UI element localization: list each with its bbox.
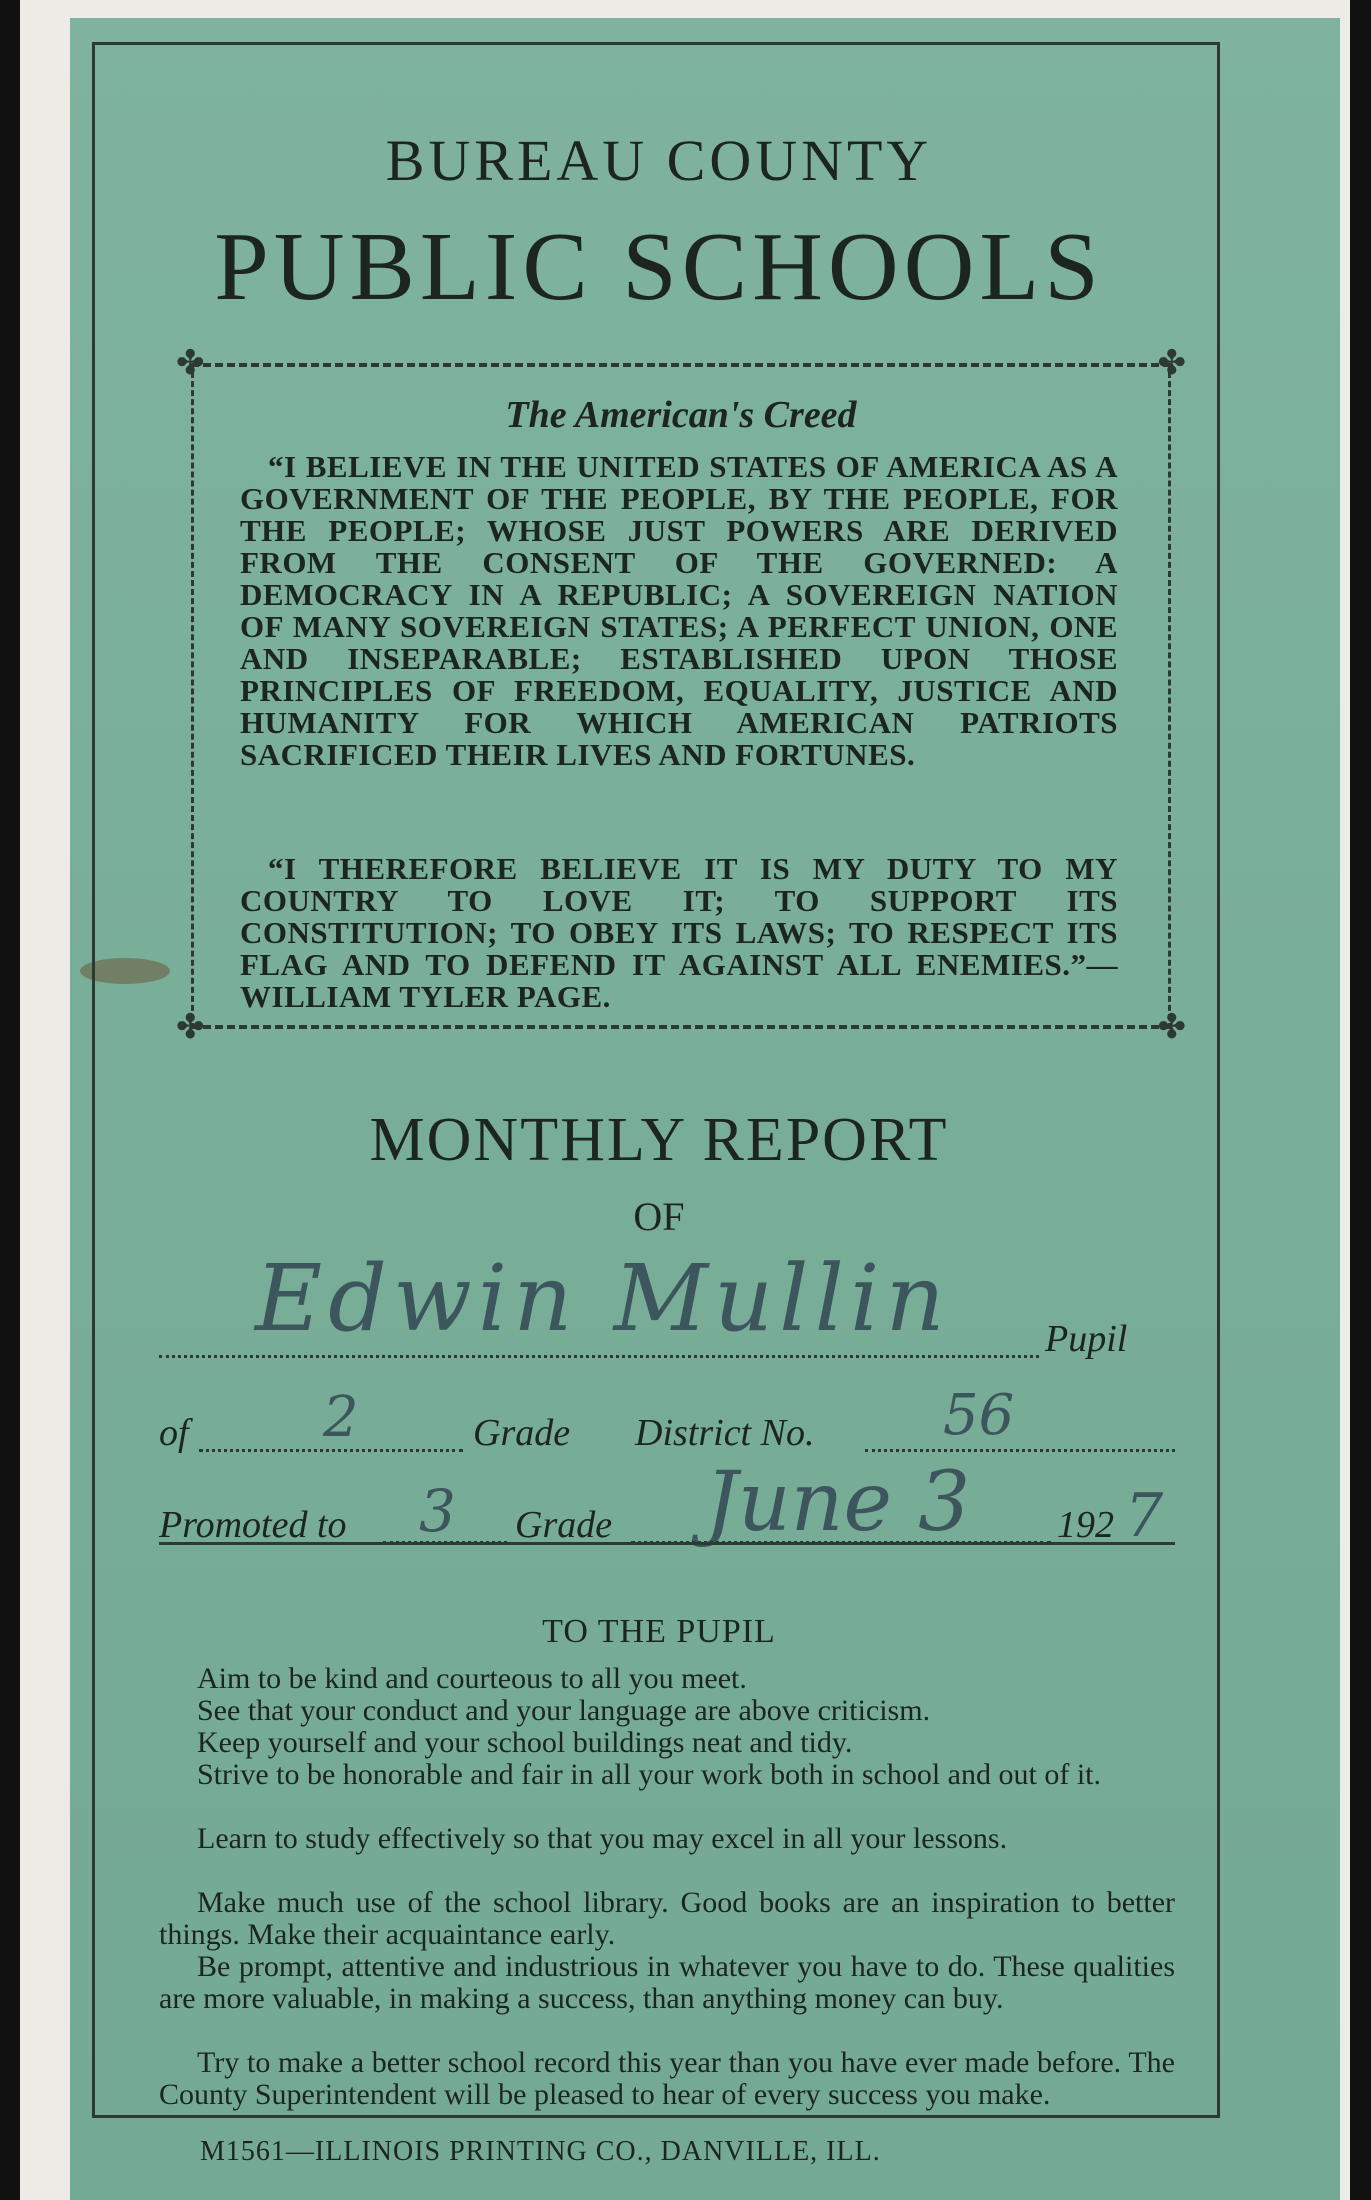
district-line: [865, 1449, 1175, 1452]
ornament-top-left: ✤: [176, 345, 205, 382]
date-handwritten: June 3: [705, 1455, 971, 1550]
advice-item: Try to make a better school record this year than you have ever made before. The County Superintendent will be pleased to hear of every success you make.: [159, 2046, 1175, 2111]
advice-item: Keep yourself and your school buildings neat and tidy.: [197, 1726, 853, 1759]
pupil-name-handwritten: Edwin Mullin: [255, 1245, 951, 1352]
creed-paragraph-2: “I THEREFORE BELIEVE IT IS MY DUTY TO MY COUNTRY TO LOVE IT; TO SUPPORT ITS CONSTITUTION; TO OBEY ITS LAWS; TO RESPECT ITS FLAG AND TO DEFEND IT AGAINST ALL ENEMIES.”—WILLIAM TYLER PAGE.: [240, 851, 1118, 1014]
report-of: OF: [633, 1194, 685, 1239]
report-card: [70, 18, 1340, 2200]
divider-rule: [159, 1542, 1175, 1545]
creed-title: The American's Creed: [505, 394, 857, 436]
advice-item: Be prompt, attentive and industrious in whatever you have to do. These qualities are more valuable, in making a success, than anything money can buy.: [159, 1950, 1175, 2015]
pupil-label: Pupil: [1045, 1318, 1128, 1360]
creed-paragraph-1: “I BELIEVE IN THE UNITED STATES OF AMERICA AS A GOVERNMENT OF THE PEOPLE, BY THE PEOPLE, FOR THE PEOPLE; WHOSE JUST POWERS ARE DERIVED FROM THE CONSENT OF THE GOVERNED: A DEMOCRACY IN A REPUBLIC; A SOVEREIGN NATION OF MANY SOVEREIGN STATES; A PERFECT UNION, ONE AND INSEPARABLE; ESTABLISHED UPON THOSE PRINCIPLES OF FREEDOM, EQUALITY, JUSTICE AND HUMANITY FOR WHICH AMERICAN PATRIOTS SACRIFICED THEIR LIVES AND FORTUNES.: [240, 449, 1118, 772]
of-label: of: [159, 1412, 189, 1454]
promoted-grade-label: Grade: [515, 1504, 613, 1546]
pupil-name-line: [159, 1355, 1039, 1358]
to-the-pupil-title: TO THE PUPIL: [542, 1613, 776, 1650]
advice-item: Learn to study effectively so that you may excel in all your lessons.: [197, 1822, 1008, 1855]
grade-label: Grade: [473, 1412, 571, 1454]
creed-box: [176, 345, 1186, 1046]
grade-handwritten: 2: [323, 1385, 359, 1450]
advice-item: Aim to be kind and courteous to all you meet.: [197, 1662, 747, 1695]
ornament-bottom-left: ✤: [176, 1009, 205, 1046]
year-digit-handwritten: 7: [1125, 1481, 1164, 1551]
advice-item: See that your conduct and your language are above criticism.: [197, 1694, 931, 1727]
district-label: District No.: [635, 1412, 815, 1454]
header-title: PUBLIC SCHOOLS: [214, 213, 1104, 321]
report-title: MONTHLY REPORT: [369, 1106, 949, 1174]
year-prefix: 192: [1057, 1504, 1114, 1546]
header-county: BUREAU COUNTY: [385, 128, 933, 193]
district-handwritten: 56: [943, 1383, 1015, 1448]
promoted-grade-handwritten: 3: [419, 1477, 456, 1545]
card-frame: [92, 42, 1220, 2118]
ornament-top-right: ✤: [1157, 345, 1186, 382]
advice-item: Strive to be honorable and fair in all your work both in school and out of it.: [197, 1758, 1101, 1791]
printer-imprint: M1561—ILLINOIS PRINTING CO., DANVILLE, ILL.: [200, 2136, 881, 2167]
promoted-label: Promoted to: [159, 1504, 347, 1546]
advice-item: Make much use of the school library. Good books are an inspiration to better things. Make their acquaintance early.: [159, 1886, 1175, 1951]
ornament-bottom-right: ✤: [1157, 1009, 1186, 1046]
